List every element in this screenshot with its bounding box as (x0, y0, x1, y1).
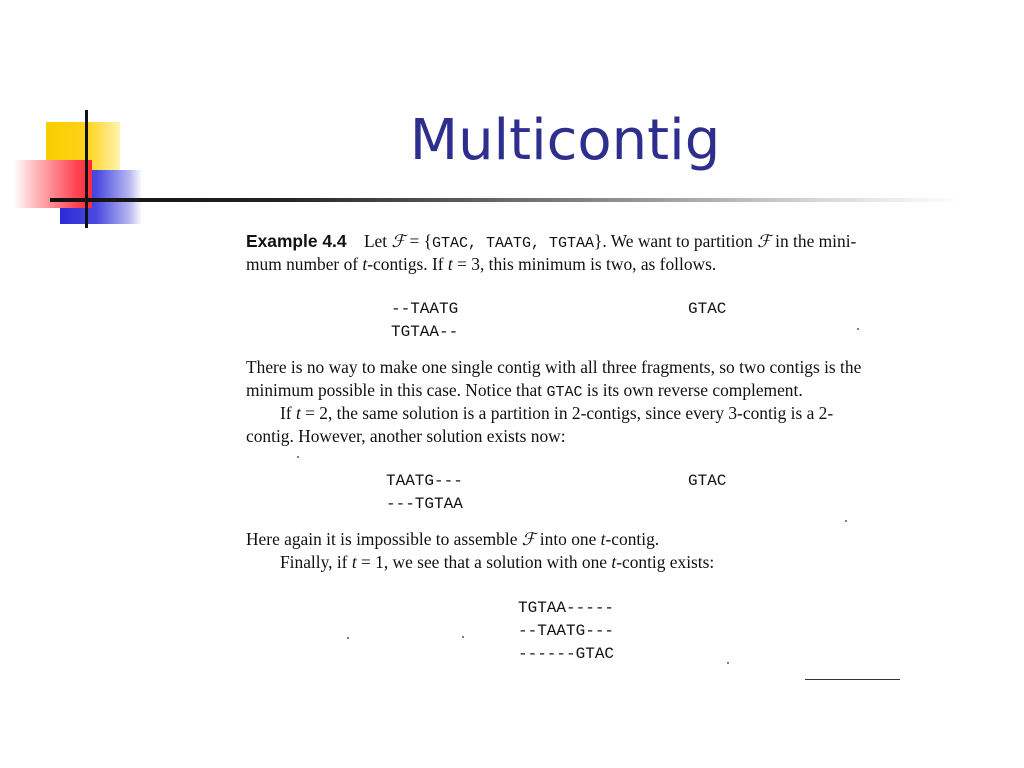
paragraph-2-line-3: If t = 2, the same solution is a partition in 2-contigs, since every 3-contig is a 2- (280, 403, 834, 423)
scan-speck (857, 328, 859, 330)
alignment-3-row-3: ------GTAC (518, 645, 615, 663)
paragraph-2-line-2: minimum possible in this case. Notice that GTAC is its own reverse complement. (246, 380, 803, 401)
scan-speck (845, 520, 847, 522)
scan-speck (462, 636, 464, 638)
paragraph-2-line-1: There is no way to make one single contig with all three fragments, so two contigs is the (246, 357, 862, 377)
alignment-1-contig-2: GTAC (688, 300, 727, 318)
slide-title: Multicontig (409, 108, 721, 173)
alignment-1-row-2: TGTAA-- (391, 323, 459, 341)
footer-rule (805, 679, 900, 680)
alignment-3-row-1: TGTAA----- (518, 599, 615, 617)
fragment-set: GTAC, TAATG, TGTAA (432, 235, 595, 252)
alignment-2-contig-2: GTAC (688, 472, 727, 490)
alignment-2-row-1: TAATG--- (386, 472, 463, 490)
example-line-2: mum number of t-contigs. If t = 3, this minimum is two, as follows. (246, 254, 717, 274)
paragraph-3-line-2: Finally, if t = 1, we see that a solution with one t-contig exists: (280, 552, 715, 572)
title-underline-rule (50, 198, 960, 202)
set-symbol-f: ℱ (391, 232, 406, 252)
scan-speck (347, 637, 349, 639)
scan-speck (297, 456, 299, 458)
example-label: Example 4.4 (246, 231, 347, 251)
paragraph-2-line-4: contig. However, another solution exists now: (246, 426, 566, 446)
alignment-3-row-2: --TAATG--- (518, 622, 615, 640)
alignment-1-row-1: --TAATG (391, 300, 459, 318)
scan-speck (727, 662, 729, 664)
alignment-2-row-2: ---TGTAA (386, 495, 463, 513)
paragraph-3-line-1: Here again it is impossible to assemble ℱ into one t-contig. (246, 529, 660, 550)
example-line-1: Example 4.4 Let ℱ = {GTAC, TAATG, TGTAA}. We want to partition ℱ in the mini- (246, 231, 857, 252)
